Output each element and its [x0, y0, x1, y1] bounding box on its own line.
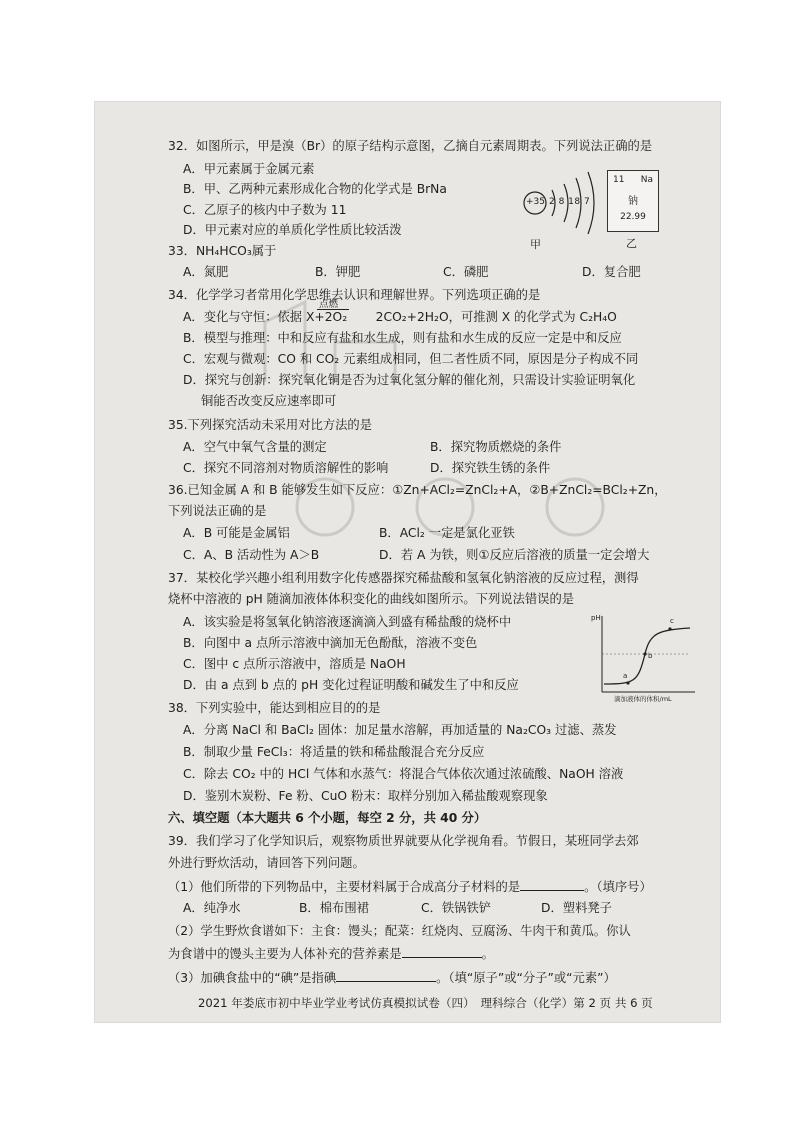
point-c-label: c: [670, 617, 674, 625]
ph-curve-chart: [590, 612, 700, 702]
q34-option-a: A．变化与守恒：依据 X+2O₂ 2CO₂+2H₂O，可推测 X 的化学式为 C₂H₄O: [183, 310, 617, 324]
q36-option-c: C．A、B 活动性为 A＞B: [183, 548, 320, 562]
q32-option-c: C．乙原子的核内中子数为 11: [183, 203, 347, 217]
cell-label: 乙: [626, 237, 637, 250]
q32-option-a: A．甲元素属于金属元素: [183, 162, 315, 176]
q38-option-c: C．除去 CO₂ 中的 HCl 气体和水蒸气：将混合气体依次通过浓硫酸、NaOH 溶液: [183, 767, 624, 781]
q32-stem: 32．如图所示，甲是溴（Br）的原子结构示意图，乙摘自元素周期表。下列说法正确的是: [168, 139, 653, 153]
q37-option-a: A．该实验是将氢氧化钠溶液逐滴滴入到盛有稀盐酸的烧杯中: [183, 615, 512, 629]
atom-shells: 2 8 18 7: [549, 197, 591, 207]
q33-option-d: D．复合肥: [582, 265, 641, 279]
element-mass: 22.99: [620, 212, 646, 222]
q33-option-a: A．氮肥: [183, 265, 229, 279]
q38-option-d: D．鉴别木炭粉、Fe 粉、CuO 粉末：取样分别加入稀盐酸观察现象: [183, 789, 548, 803]
q36-option-d: D．若 A 为铁，则①反应后溶液的质量一定会增大: [379, 548, 650, 562]
ph-curve: [604, 628, 690, 684]
q36-option-a: A．B 可能是金属铝: [183, 526, 290, 540]
q37-stem-2: 烧杯中溶液的 pH 随滴加液体体积变化的曲线如图所示。下列说法错误的是: [168, 592, 575, 606]
point-b-marker: [643, 652, 646, 655]
q36-option-b: B．ACl₂ 一定是氯化亚铁: [379, 526, 515, 540]
point-a-label: a: [623, 672, 628, 680]
q39-part3: [168, 969, 616, 986]
point-a-marker: [626, 681, 629, 684]
q34-option-c: C．宏观与微观：CO 和 CO₂ 元素组成相同，但二者性质不同，原因是分子构成不同: [183, 352, 639, 366]
q39-part2-blank[interactable]: [402, 945, 482, 958]
x-axis-label: 滴加液体的体积/mL: [614, 695, 672, 703]
atom-nucleus: +35: [526, 197, 545, 207]
section-heading: 六、填空题（本大题共 6 个小题，每空 2 分，共 40 分）: [168, 811, 487, 825]
q39-part2-line2: [168, 945, 494, 962]
element-number: 11: [613, 175, 625, 185]
q39-part3-blank[interactable]: [336, 969, 436, 982]
atom-label: 甲: [530, 238, 541, 251]
q33-option-c: C．磷肥: [443, 265, 489, 279]
q39-part1-blank[interactable]: [520, 878, 584, 891]
q34-option-d: D．探究与创新：探究氧化铜是否为过氧化氢分解的催化剂，只需设计实验证明氧化: [183, 373, 636, 387]
q39-part2: （2）学生野炊食谱如下：主食：馒头；配菜：红烧肉、豆腐汤、牛肉干和黄瓜。你认: [168, 924, 631, 938]
q34-option-b: B．模型与推理：中和反应有盐和水生成，则有盐和水生成的反应一定是中和反应: [183, 331, 622, 345]
q39-stem: 39．我们学习了化学知识后，观察物质世界就要从化学视角看。节假日，某班同学去郊: [168, 834, 639, 848]
y-axis-label: pH: [591, 614, 601, 622]
bromine-atom-diagram: [520, 154, 620, 249]
q39-part2-tail: 。: [481, 947, 494, 961]
point-b-label: b: [648, 652, 653, 660]
q39-part1-option-b: B．棉布围裙: [299, 901, 369, 915]
q39-part2-text: 为食谱中的馒头主要为人体补充的营养素是: [168, 947, 402, 961]
element-symbol: Na: [640, 175, 653, 185]
q39-part3-text: （3）加碘食盐中的“碘”是指碘: [168, 971, 337, 985]
q39-part1-option-d: D．塑料凳子: [541, 901, 612, 915]
q33-option-b: B．钾肥: [315, 265, 361, 279]
element-name: 钠: [628, 196, 638, 207]
q35-option-b: B．探究物质燃烧的条件: [430, 440, 562, 454]
q38-stem: 38．下列实验中，能达到相应目的的是: [168, 701, 381, 715]
q35-option-c: C．探究不同溶剂对物质溶解性的影响: [183, 461, 389, 475]
q34-stem: 34．化学学习者常用化学思维去认识和理解世界。下列选项正确的是: [168, 288, 541, 302]
page-footer: 2021 年娄底市初中毕业学业考试仿真模拟试卷（四） 理科综合（化学）第 2 页 共 6 页: [198, 996, 653, 1010]
q34-option-d-cont: 铜能否改变反应速率即可: [201, 394, 337, 408]
q38-option-b: B．制取少量 FeCl₃：将适量的铁和稀盐酸混合充分反应: [183, 745, 485, 759]
q37-option-d: D．由 a 点到 b 点的 pH 变化过程证明酸和碱发生了中和反应: [183, 678, 519, 692]
exam-page: [95, 102, 720, 1022]
q39-stem-2: 外进行野炊活动，请回答下列问题。: [168, 856, 365, 870]
q39-part1-option-c: C．铁锅铁铲: [421, 901, 492, 915]
q39-part1-tail: 。（填序号）: [584, 880, 652, 894]
q38-option-a: A．分离 NaCl 和 BaCl₂ 固体：加足量水溶解，再加适量的 Na₂CO₃ 过滤、蒸发: [183, 723, 617, 737]
q37-option-b: B．向图中 a 点所示溶液中滴加无色酚酞，溶液不变色: [183, 636, 478, 650]
q35-option-d: D．探究铁生锈的条件: [430, 461, 551, 475]
sodium-element-cell: [607, 170, 659, 232]
q35-option-a: A．空气中氧气含量的测定: [183, 440, 327, 454]
q32-option-b: B．甲、乙两种元素形成化合物的化学式是 BrNa: [183, 182, 447, 196]
q37-option-c: C．图中 c 点所示溶液中，溶质是 NaOH: [183, 657, 406, 671]
q39-part3-tail: 。（填“原子”或“分子”或“元素”）: [436, 971, 616, 985]
q37-stem: 37．某校化学兴趣小组利用数字化传感器探究稀盐酸和氢氧化钠溶液的反应过程，测得: [168, 571, 639, 585]
q36-stem: 36.已知金属 A 和 B 能够发生如下反应：①Zn+ACl₂=ZnCl₂+A，②B+ZnCl₂=BCl₂+Zn，: [168, 483, 667, 497]
q32-option-d: D．甲元素对应的单质化学性质比较活泼: [183, 223, 402, 237]
q33-stem: 33．NH₄HCO₃属于: [168, 244, 277, 258]
q36-stem-2: 下列说法正确的是: [168, 504, 267, 518]
point-c-marker: [668, 627, 671, 630]
q39-part1: [168, 878, 652, 895]
q39-part1-text: （1）他们所带的下列物品中，主要材料属于合成高分子材料的是: [168, 880, 521, 894]
q35-stem: 35.下列探究活动未采用对比方法的是: [168, 418, 373, 432]
q39-part1-option-a: A．纯净水: [183, 901, 241, 915]
reaction-condition: 点燃: [319, 299, 339, 310]
